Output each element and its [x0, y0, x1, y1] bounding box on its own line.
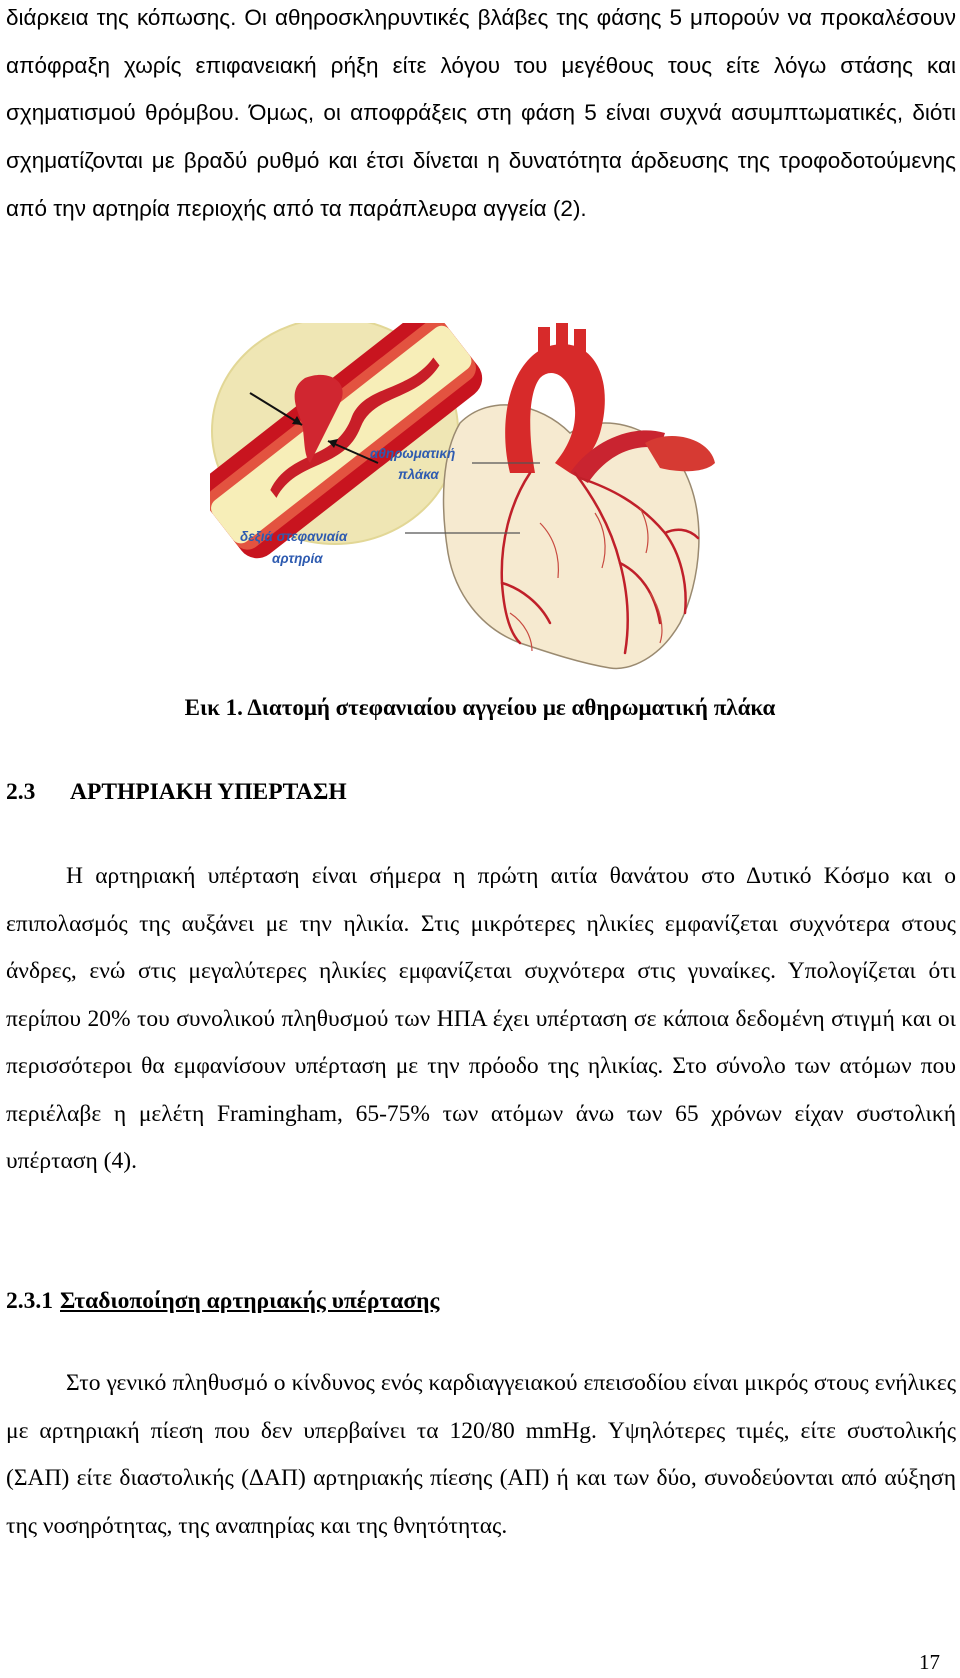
plaque-label-line2: πλάκα	[398, 467, 439, 482]
section-heading-2-3-1	[6, 1286, 439, 1316]
heart-artery-figure	[210, 323, 750, 673]
section-heading-2-3	[6, 777, 347, 807]
aortic-branch	[574, 329, 586, 359]
artery-label-line2: αρτηρία	[272, 551, 323, 566]
subsection-number: 2.3.1	[6, 1288, 53, 1314]
subsection-title: Σταδιοποίηση αρτηριακής υπέρτασης	[60, 1288, 440, 1314]
section-title: ΑΡΤΗΡΙΑΚΗ ΥΠΕΡΤΑΣΗ	[70, 779, 347, 805]
figure-caption: Εικ 1. Διατομή στεφανιαίου αγγείου με αθηρωματική πλάκα	[184, 695, 776, 720]
staging-paragraph: Στο γενικό πληθυσμό ο κίνδυνος ενός καρδιαγγειακού επεισοδίου είναι μικρός στους ενήλικες με αρτηριακή πίεση που δεν υπερβαίνει τα 120/80 mmHg. Υψηλότερες τιμές, είτε συστολικής (ΣΑΠ) είτε διαστολικής (ΔΑΠ) αρτηριακής πίεσης (ΑΠ) ή και των δύο, συνοδεύονται από αύξηση της νοσηρότητας, της αναπηρίας και της θνητότητας.	[6, 1370, 956, 1539]
aortic-branch	[556, 323, 568, 357]
artery-label-line1: δεξιά στεφανιαία	[240, 529, 348, 544]
aortic-branch	[538, 327, 550, 361]
section-number: 2.3	[6, 779, 36, 805]
hypertension-paragraph: Η αρτηριακή υπέρταση είναι σήμερα η πρώτη αιτία θανάτου στο Δυτικό Κόσμο και ο επιπολασμός της αυξάνει με την ηλικία. Στις μικρότερες ηλικίες εμφανίζεται συχνότερα στους άνδρες, ενώ στις μεγαλύτερες ηλικίες εμφανίζεται συχνότερα στις γυναίκες. Υπολογίζεται ότι περίπου 20% του συνολικού πληθυσμού των ΗΠΑ έχει υπέρταση σε κάποια δεδομένη στιγμή και οι περισσότεροι θα εμφανίσουν υπέρταση με την πρόοδο της ηλικίας. Στο σύνολο των ατόμων που περιέλαβε η μελέτη Framingham, 65-75% των ατόμων άνω των 65 χρόνων είχαν συστολική υπέρταση (4).	[6, 863, 956, 1174]
plaque-label-line1: αθηρωματική	[370, 446, 456, 461]
page-number: 17	[919, 1650, 940, 1674]
intro-paragraph: διάρκεια της κόπωσης. Οι αθηροσκληρυντικές βλάβες της φάσης 5 μπορούν να προκαλέσουν απόφραξη χωρίς επιφανειακή ρήξη είτε λόγου του μεγέθους τους είτε λόγω στάσης και σχηματισμού θρόμβου. Όμως, οι αποφράξεις στη φάση 5 είναι συχνά ασυμπτωματικές, διότι σχηματίζονται με βραδύ ρυθμό και έτσι δίνεται η δυνατότητα άρδευσης της τροφοδοτούμενης από την αρτηρία περιοχής από τα παράπλευρα αγγεία (2).	[6, 5, 956, 221]
